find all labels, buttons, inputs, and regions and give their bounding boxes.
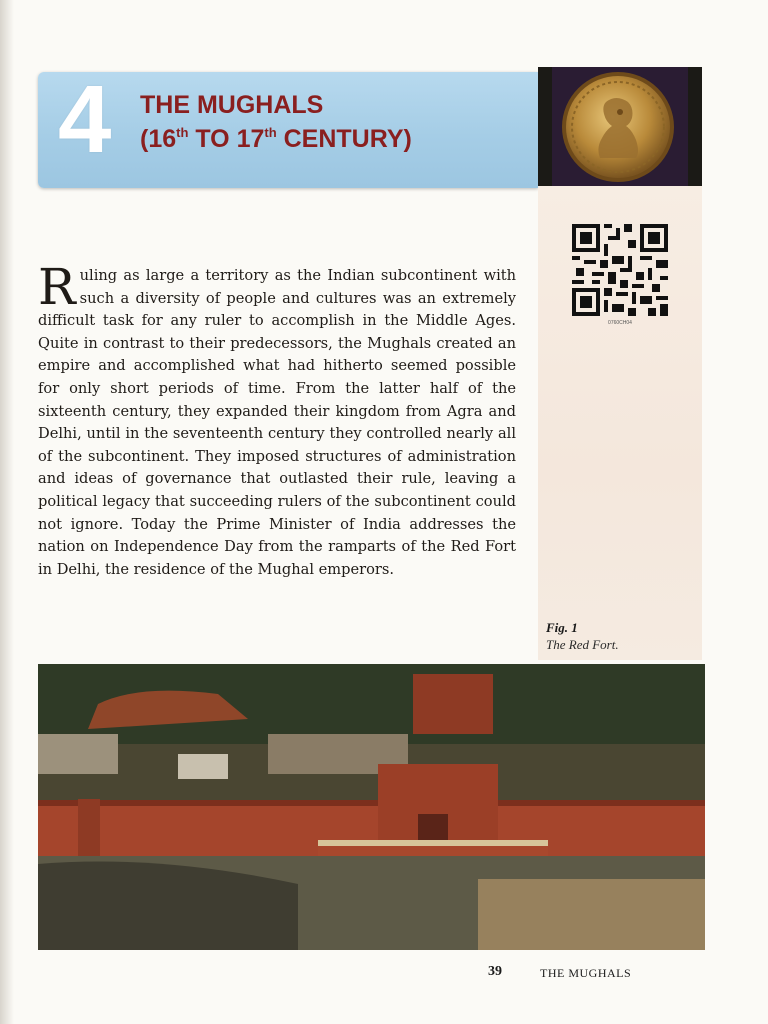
- intro-paragraph: [38, 258, 516, 581]
- qr-code-label: 0760CH04: [608, 320, 632, 326]
- chapter-title-line1: THE MUGHALS: [140, 91, 324, 119]
- title-part: TO 17: [188, 125, 265, 153]
- title-part: CENTURY): [276, 125, 412, 153]
- title-part: (16: [140, 125, 177, 153]
- title-sup: th: [176, 125, 189, 140]
- title-sup: th: [264, 125, 277, 140]
- figure-label: Fig. 1: [546, 620, 578, 635]
- page-number: 39: [488, 964, 502, 979]
- running-head: THE MUGHALS: [540, 966, 632, 980]
- drop-cap: R: [38, 258, 76, 316]
- chapter-title: [140, 88, 520, 156]
- qr-code-icon[interactable]: [572, 224, 668, 316]
- mughal-coin-icon: [560, 70, 676, 184]
- figure-caption: The Red Fort.: [546, 637, 619, 652]
- paragraph-text: uling as large a territory as the Indian subcontinent with such a diversity of people and cultures was an extremely difficult task for any ruler to accomplish in the Middle Ages. Quite in contrast to their predecessors, the Mughals created an empire and accomplished what had hitherto seemed possible for only short periods of time. From the latter half of the sixteenth century, they expanded their kingdom from Agra and Delhi, until in the seventeenth century they controlled nearly all of the subcontinent. They imposed structures of administration and ideas of governance that outlasted their rule, leaving a political legacy that succeeding rulers of the subcontinent could not ignore. Today the Prime Minister of India addresses the nation on Independence Day from the ramparts of the Red Fort in Delhi, the residence of the Mughal emperors.: [38, 267, 516, 578]
- chapter-number: 4: [58, 66, 112, 173]
- page-edge-shadow: [0, 0, 14, 1024]
- red-fort-photo: [38, 664, 705, 950]
- chapter-title-line2: [140, 122, 520, 156]
